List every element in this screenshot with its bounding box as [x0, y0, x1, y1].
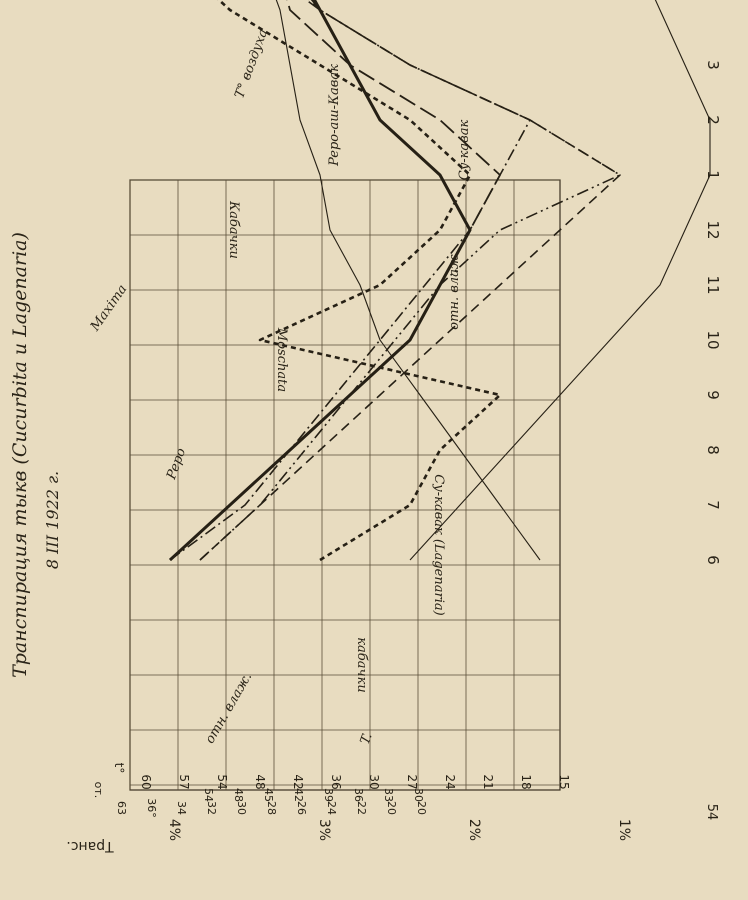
- y-tick-air-temperature-alt: 45: [262, 788, 275, 802]
- y-tick-air-temperature-alt: 33: [382, 788, 395, 802]
- y-tick-relative-humidity: 24: [325, 801, 338, 815]
- y-axis-title-air-temperature: t°: [112, 762, 126, 774]
- x-tick-label: 10: [704, 330, 722, 350]
- x-tick-label: 6: [704, 555, 722, 565]
- y-tick-relative-humidity: 36°: [145, 798, 158, 818]
- series-annotation: отн. влаж.: [202, 670, 256, 747]
- y-tick-relative-humidity: 20: [415, 801, 428, 815]
- y-tick-air-temperature-alt: 30: [412, 788, 425, 802]
- y-tick-air-temperature: 30: [367, 774, 381, 790]
- x-tick-label: 12: [704, 220, 722, 240]
- y-tick-transpiration: 3%: [316, 818, 332, 842]
- y-tick-air-temperature: 24: [443, 774, 457, 790]
- y-tick-relative-humidity: 20: [385, 801, 398, 815]
- y-tick-air-temperature: 21: [481, 774, 495, 790]
- y-axis-title-transpiration: Транс.: [66, 838, 114, 854]
- chart-subtitle: 8 III 1922 г.: [43, 470, 62, 570]
- series-line-t-воздуха: [260, 0, 540, 560]
- series-annotation: Кабачки: [226, 201, 241, 259]
- x-tick-label: 8: [704, 445, 722, 455]
- x-tick-label: 3: [704, 60, 722, 70]
- y-tick-relative-humidity: 28: [265, 801, 278, 815]
- x-tick-label: 11: [704, 275, 722, 295]
- y-tick-relative-humidity: 34: [175, 801, 188, 815]
- series-annotation: Су-кавак (Lagenaria): [431, 474, 446, 616]
- y-tick-relative-humidity: 26: [295, 801, 308, 815]
- y-tick-air-temperature: 54: [215, 774, 229, 790]
- series-annotation: Maxima: [87, 282, 131, 334]
- y-tick-air-temperature: 18: [519, 774, 533, 790]
- series-annotation: Pepo: [164, 446, 190, 482]
- y-tick-relative-humidity: 63: [115, 801, 128, 815]
- x-tick-label: 9: [704, 390, 722, 400]
- chart-title: Транспирация тыкв (Cucurbita и Lagenaria): [9, 232, 31, 678]
- x-tick-label: 7: [704, 500, 722, 510]
- series-annotation: Moschata: [274, 327, 289, 393]
- series-annotation: кабачки: [354, 637, 369, 693]
- series-annotation: T.: [357, 731, 376, 747]
- y-tick-air-temperature-alt: 42: [292, 788, 305, 802]
- y-tick-air-temperature-alt: 48: [232, 788, 245, 802]
- x-tick-label: 2: [704, 115, 722, 125]
- y-tick-air-temperature-alt: 36: [352, 788, 365, 802]
- y-tick-air-temperature: 27: [405, 774, 419, 790]
- y-tick-air-temperature: 15: [557, 774, 571, 790]
- y-tick-air-temperature-alt: 39: [322, 788, 335, 802]
- series-annotation: отн. влаж.: [447, 250, 462, 330]
- y-tick-relative-humidity: 30: [235, 801, 248, 815]
- y-tick-relative-humidity: 22: [355, 801, 368, 815]
- y-tick-transpiration: 4%: [166, 818, 182, 842]
- y-tick-air-temperature: 57: [177, 774, 191, 790]
- series-line-кабачки: [170, 0, 530, 560]
- y-tick-air-temperature: 60: [139, 774, 153, 790]
- y-tick-transpiration: 1%: [616, 818, 632, 842]
- y-tick-air-temperature: 48: [253, 774, 267, 790]
- y-axis-title-relative-humidity: от.: [92, 781, 105, 799]
- x-tick-label: 1: [704, 170, 722, 180]
- y-tick-relative-humidity: 32: [205, 801, 218, 815]
- y-tick-transpiration: 2%: [466, 818, 482, 842]
- y-tick-air-temperature-alt: 54: [202, 788, 215, 802]
- x-tick-label-extra: 54: [704, 803, 719, 821]
- plot-frame: [130, 180, 560, 790]
- y-tick-air-temperature: 36: [329, 774, 343, 790]
- series-annotation: T° воздуха: [232, 27, 272, 101]
- series-annotation: Су-кавак: [457, 119, 472, 181]
- plot-border: [130, 180, 560, 790]
- y-tick-air-temperature: 42: [291, 774, 305, 790]
- series-annotation: Pepo-аш-Кавак: [327, 64, 342, 166]
